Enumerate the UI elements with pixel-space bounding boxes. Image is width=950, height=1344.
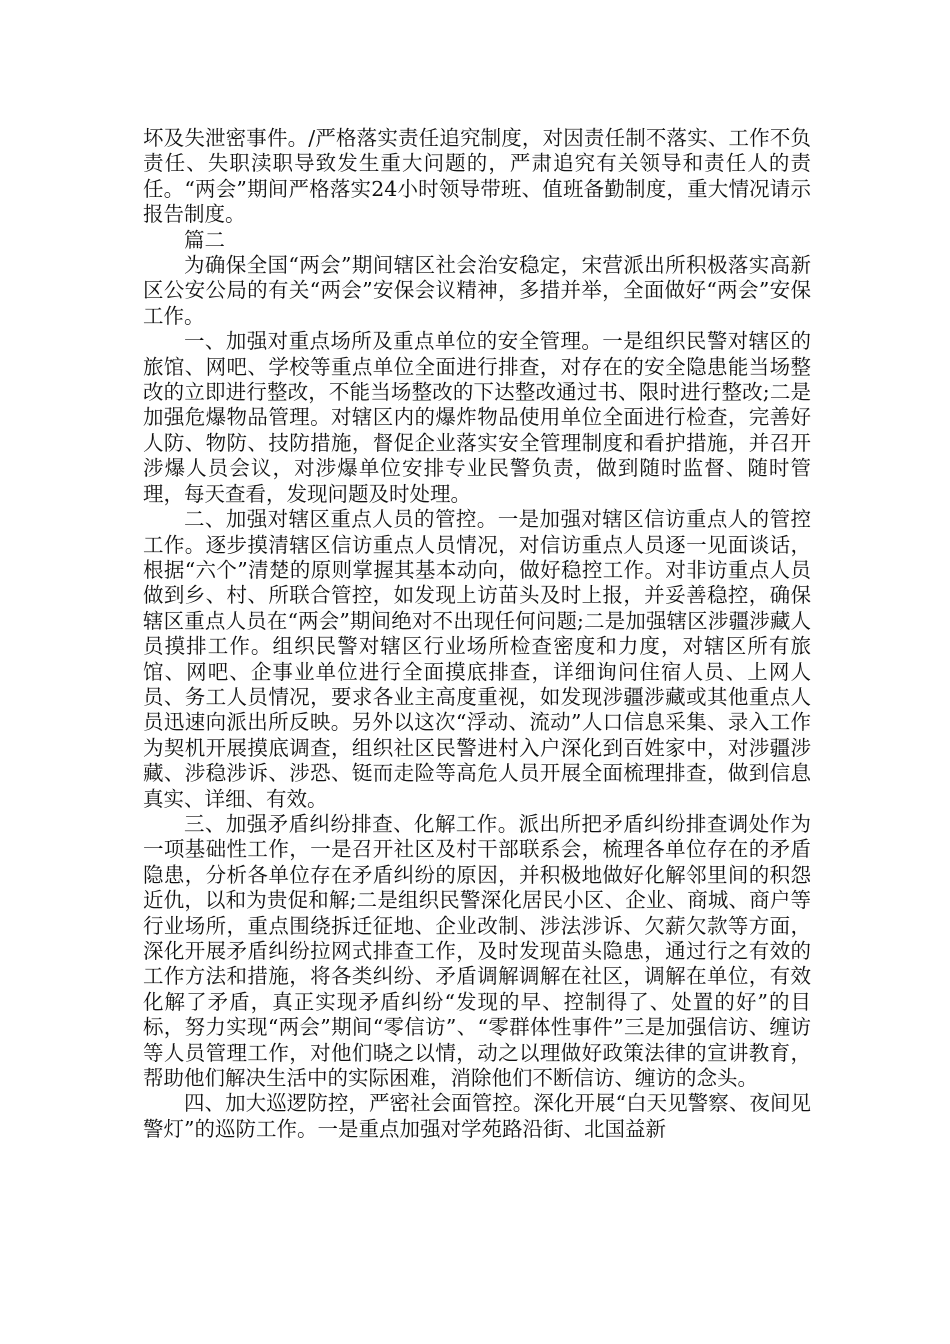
document-body xyxy=(143,126,811,1142)
section-heading-part-two: 篇二 xyxy=(184,227,225,252)
paragraph-item-4: 四、加大巡逻防控，严密社会面管控。深化开展“白天见警察、夜间见警灯”的巡防工作。一是重点加强对学苑路沿街、北国益新 xyxy=(143,1091,811,1141)
paragraph-item-3: 三、加强矛盾纠纷排查、化解工作。派出所把矛盾纠纷排查调处作为一项基础性工作，一是召开社区及村干部联系会，梳理各单位存在的矛盾隐患，分析各单位存在矛盾纠纷的原因，并积极地做好化解邻里间的积怨近仇，以和为贵促和解;二是组织民警深化居民小区、企业、商城、商户等行业场所，重点围绕拆迁征地、企业改制、涉法涉诉、欠薪欠款等方面，深化开展矛盾纠纷拉网式排查工作，及时发现苗头隐患，通过行之有效的工作方法和措施，将各类纠纷、矛盾调解调解在社区，调解在单位，有效化解了矛盾，真正实现矛盾纠纷“发现的早、控制得了、处置的好”的目标，努力实现“两会”期间“零信访”、“零群体性事件”三是加强信访、缠访等人员管理工作，对他们晓之以情，动之以理做好政策法律的宣讲教育，帮助他们解决生活中的实际困难，消除他们不断信访、缠访的念头。 xyxy=(143,811,811,1091)
paragraph-item-2: 二、加强对辖区重点人员的管控。一是加强对辖区信访重点人的管控工作。逐步摸清辖区信访重点人员情况，对信访重点人员逐一见面谈话，根据“六个”清楚的原则掌握其基本动向，做好稳控工作。对非访重点人员做到乡、村、所联合管控，如发现上访苗头及时上报，并妥善稳控，确保辖区重点人员在“两会”期间绝对不出现任何问题;二是加强辖区涉疆涉藏人员摸排工作。组织民警对辖区行业场所检查密度和力度，对辖区所有旅馆、网吧、企事业单位进行全面摸底排查，详细询问住宿人员、上网人员、务工人员情况，要求各业主高度重视，如发现涉疆涉藏或其他重点人员迅速向派出所反映。另外以这次“浮动、流动”人口信息采集、录入工作为契机开展摸底调查，组织社区民警进村入户深化到百姓家中，对涉疆涉藏、涉稳涉诉、涉恐、铤而走险等高危人员开展全面梳理排查，做到信息真实、详细、有效。 xyxy=(143,507,811,811)
paragraph-continuation: 坏及失泄密事件。/严格落实责任追究制度，对因责任制不落实、工作不负责任、失职渎职导致发生重大问题的，严肃追究有关领导和责任人的责任。“两会”期间严格落实24小时领导带班、值班备勤制度，重大情况请示报告制度。 xyxy=(143,126,811,227)
paragraph-intro: 为确保全国“两会”期间辖区社会治安稳定，宋营派出所积极落实高新区公安公局的有关“两会”安保会议精神，多措并举，全面做好“两会”安保工作。 xyxy=(143,253,811,328)
paragraph-item-1: 一、加强对重点场所及重点单位的安全管理。一是组织民警对辖区的旅馆、网吧、学校等重点单位全面进行排查，对存在的安全隐患能当场整改的立即进行整改，不能当场整改的下达整改通过书、限时进行整改;二是加强危爆物品管理。对辖区内的爆炸物品使用单位全面进行检查，完善好人防、物防、技防措施，督促企业落实安全管理制度和看护措施，并召开涉爆人员会议，对涉爆单位安排专业民警负责，做到随时监督、随时管理，每天查看，发现问题及时处理。 xyxy=(143,329,811,506)
